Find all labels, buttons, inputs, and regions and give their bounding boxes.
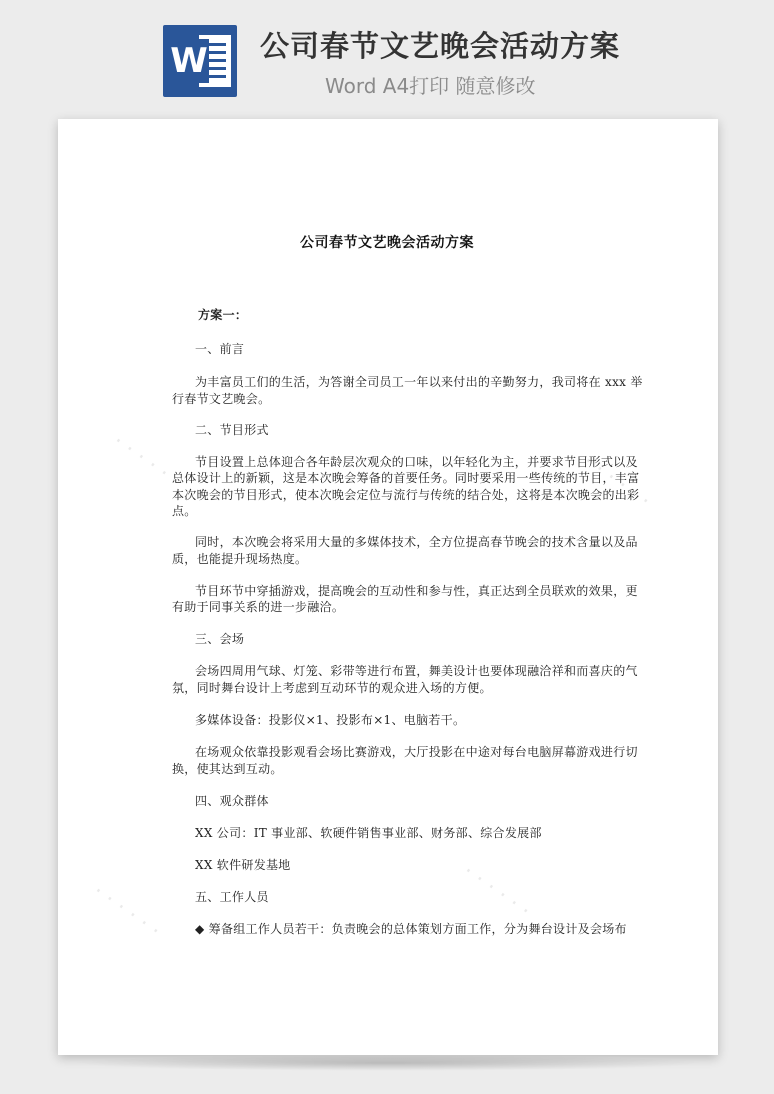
watermark: · · · · · ·: [107, 429, 186, 494]
paragraph-line: 换，使其达到互动。: [172, 762, 283, 776]
bullet-item: ◆ 筹备组工作人员若干：负责晚会的总体策划方面工作，分为舞台设计及会场布: [195, 922, 627, 936]
watermark: · · · · · ·: [87, 879, 166, 944]
paragraph-line: 点。: [172, 504, 197, 518]
paragraph-line: 有助于同事关系的进一步融洽。: [172, 600, 345, 614]
paragraph-line: XX 公司：IT 事业部、软硬件销售事业部、财务部、综合发展部: [195, 826, 542, 840]
paragraph-line: 总体设计上的新颖，这是本次晚会筹备的首要任务。同时要采用一些传统的节目，丰富: [172, 471, 640, 485]
paragraph-line: 本次晚会的节目形式，使本次晚会定位与流行与传统的结合处，这将是本次晚会的出彩: [172, 488, 640, 502]
paragraph-line: 行春节文艺晚会。: [172, 392, 271, 406]
paragraph-line: 氛，同时舞台设计上考虑到互动环节的观众进入场的方便。: [172, 681, 492, 695]
paragraph-line: 多媒体设备：投影仪×1、投影布×1、电脑若干。: [195, 713, 466, 727]
section-heading: 二、节目形式: [195, 423, 269, 437]
section-heading: 四、观众群体: [195, 794, 269, 808]
banner-title: 公司春节文艺晚会活动方案: [260, 29, 621, 63]
section-heading: 五、工作人员: [195, 890, 269, 904]
document-title: 公司春节文艺晚会活动方案: [300, 235, 474, 251]
paragraph-line: 在场观众依靠投影观看会场比赛游戏，大厅投影在中途对每台电脑屏幕游戏进行切: [195, 745, 638, 759]
scheme-heading: 方案一：: [198, 308, 248, 322]
paragraph-line: 质，也能提升现场热度。: [172, 552, 308, 566]
paragraph-line: 节目环节中穿插游戏，提高晚会的互动性和参与性，真正达到全员联欢的效果，更: [195, 584, 638, 598]
banner-subtitle: Word A4打印 随意修改: [325, 74, 536, 98]
watermark: · · · · · ·: [577, 449, 656, 514]
page-shadow: [70, 1055, 706, 1071]
paragraph-line: 为丰富员工们的生活，为答谢全司员工一年以来付出的辛勤努力，我司将在 xxx 举: [195, 375, 643, 389]
paragraph-line: 会场四周用气球、灯笼、彩带等进行布置，舞美设计也要体现融洽祥和而喜庆的气: [195, 664, 638, 678]
section-heading: 一、前言: [195, 342, 245, 356]
paragraph-line: 节目设置上总体迎合各年龄层次观众的口味，以年轻化为主，并要求节目形式以及: [195, 455, 638, 469]
paragraph-line: 同时，本次晚会将采用大量的多媒体技术，全方位提高春节晚会的技术含量以及品: [195, 535, 638, 549]
paragraph-line: XX 软件研发基地: [195, 858, 291, 872]
word-icon: [163, 25, 237, 97]
section-heading: 三、会场: [195, 632, 245, 646]
word-letter: W: [170, 41, 208, 81]
watermark: · · · · · ·: [457, 859, 536, 924]
